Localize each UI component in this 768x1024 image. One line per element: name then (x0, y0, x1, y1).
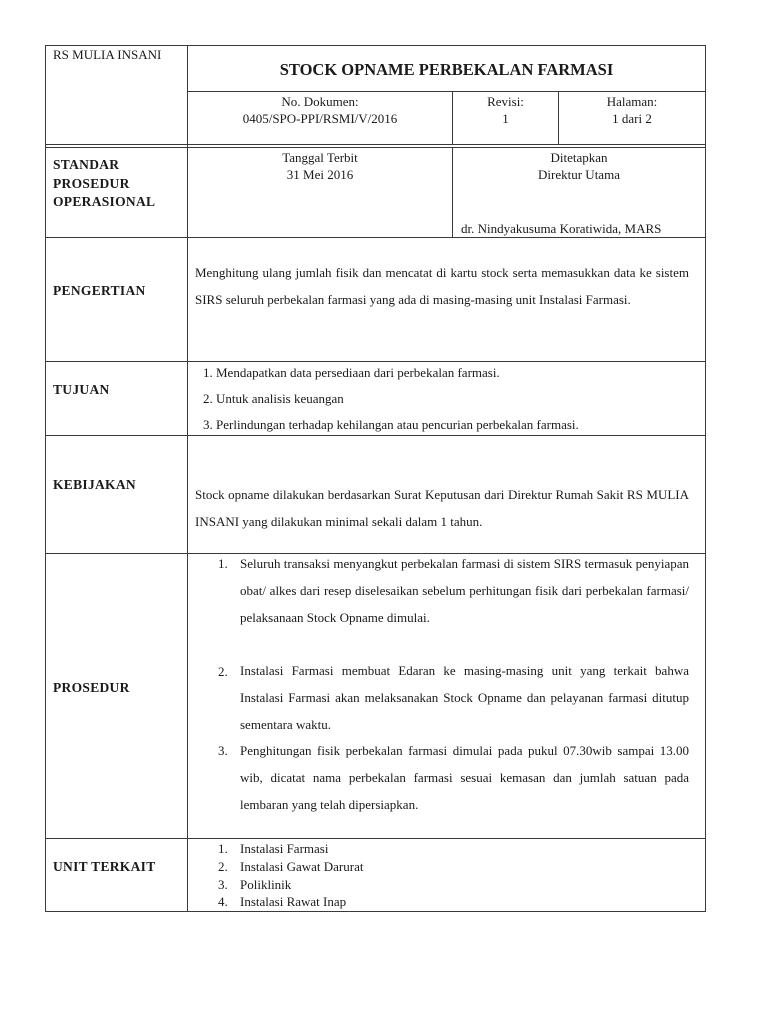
spo-label-line1: STANDAR (53, 157, 120, 172)
spo-label-line3: OPERASIONAL (53, 194, 156, 209)
rule-header-bottom (45, 144, 706, 145)
unit-item-1-number: 1. (218, 841, 228, 856)
unit-item-4-number: 4. (218, 894, 228, 909)
unit-item-3-number: 3. (218, 877, 228, 892)
rule-left (45, 45, 46, 912)
prosedur-item-3-text: Penghitungan fisik perbekalan farmasi dimulai pada pukul 07.30wib sampai 13.00 wib, dicatat nama perbekalan farmasi sesuai kemasan dan jumlah satuan pada lembaran yang telah dipersiapkan. (240, 743, 689, 812)
doc-number-label: No. Dokumen: (281, 94, 359, 109)
rule-top (45, 45, 706, 46)
rule-spo-bottom (45, 237, 706, 238)
prosedur-item-1-number: 1. (218, 556, 228, 571)
tujuan-item-3: 3. Perlindungan terhadap kehilangan atau pencurian perbekalan farmasi. (203, 417, 579, 432)
pengertian-text: Menghitung ulang jumlah fisik dan mencatat di kartu stock serta memasukkan data ke sistem SIRS seluruh perbekalan farmasi yang ada di masing-masing unit Instalasi Farmasi. (195, 265, 689, 307)
unit-item-3-text: Poliklinik (240, 877, 292, 892)
prosedur-label: PROSEDUR (53, 680, 130, 695)
kebijakan-text: Stock opname dilakukan berdasarkan Surat Keputusan dari Direktur Rumah Sakit RS MULIA INSANI yang dilakukan minimal sekali dalam 1 tahun. (195, 487, 689, 529)
rule-prosedur-bottom (45, 838, 706, 839)
spo-label-line2: PROSEDUR (53, 176, 130, 191)
page-value: 1 dari 2 (612, 111, 652, 126)
rule-bottom (45, 911, 706, 912)
unit-item-2-number: 2. (218, 859, 228, 874)
pengertian-label: PENGERTIAN (53, 283, 146, 298)
revision-value: 1 (502, 111, 509, 126)
rule-right (705, 45, 706, 912)
issue-date-label: Tanggal Terbit (282, 150, 358, 165)
prosedur-item-2-number: 2. (218, 664, 228, 679)
document-title: STOCK OPNAME PERBEKALAN FARMASI (279, 60, 614, 79)
approved-role: Direktur Utama (538, 167, 620, 182)
approved-label: Ditetapkan (550, 150, 608, 165)
rule-pengertian-bottom (45, 361, 706, 362)
kebijakan-label: KEBIJAKAN (53, 477, 136, 492)
tujuan-item-1: 1. Mendapatkan data persediaan dari perbekalan farmasi. (203, 365, 500, 380)
prosedur-item-3-number: 3. (218, 743, 228, 758)
tujuan-item-2: 2. Untuk analisis keuangan (203, 391, 344, 406)
hospital-name: RS MULIA INSANI (53, 47, 162, 62)
rule-tujuan-bottom (45, 435, 706, 436)
unit-item-1-text: Instalasi Farmasi (240, 841, 329, 856)
signatory-name: dr. Nindyakusuma Koratiwida, MARS (461, 221, 662, 236)
unit-terkait-label: UNIT TERKAIT (53, 859, 156, 874)
unit-item-4-text: Instalasi Rawat Inap (240, 894, 347, 909)
page-label: Halaman: (606, 94, 658, 109)
rule-title-bottom (188, 91, 706, 92)
prosedur-item-1-text: Seluruh transaksi menyangkut perbekalan farmasi di sistem SIRS termasuk penyiapan obat/ alkes dari resep diselesaikan sebelum perhitungan fisik dari perbekalan farmasi/ pelaksanaan Stock Opname dimulai. (240, 556, 689, 625)
issue-date-value: 31 Mei 2016 (286, 167, 354, 182)
revision-label: Revisi: (487, 94, 524, 109)
doc-number-value: 0405/SPO-PPI/RSMI/V/2016 (242, 111, 398, 126)
unit-item-2-text: Instalasi Gawat Darurat (240, 859, 364, 874)
tujuan-label: TUJUAN (53, 382, 110, 397)
rule-header-bottom-2 (45, 147, 706, 148)
prosedur-item-2-text: Instalasi Farmasi membuat Edaran ke masing-masing unit yang terkait bahwa Instalasi Farmasi akan melaksanakan Stock Opname dan pelayanan farmasi ditutup sementara waktu. (240, 663, 689, 732)
